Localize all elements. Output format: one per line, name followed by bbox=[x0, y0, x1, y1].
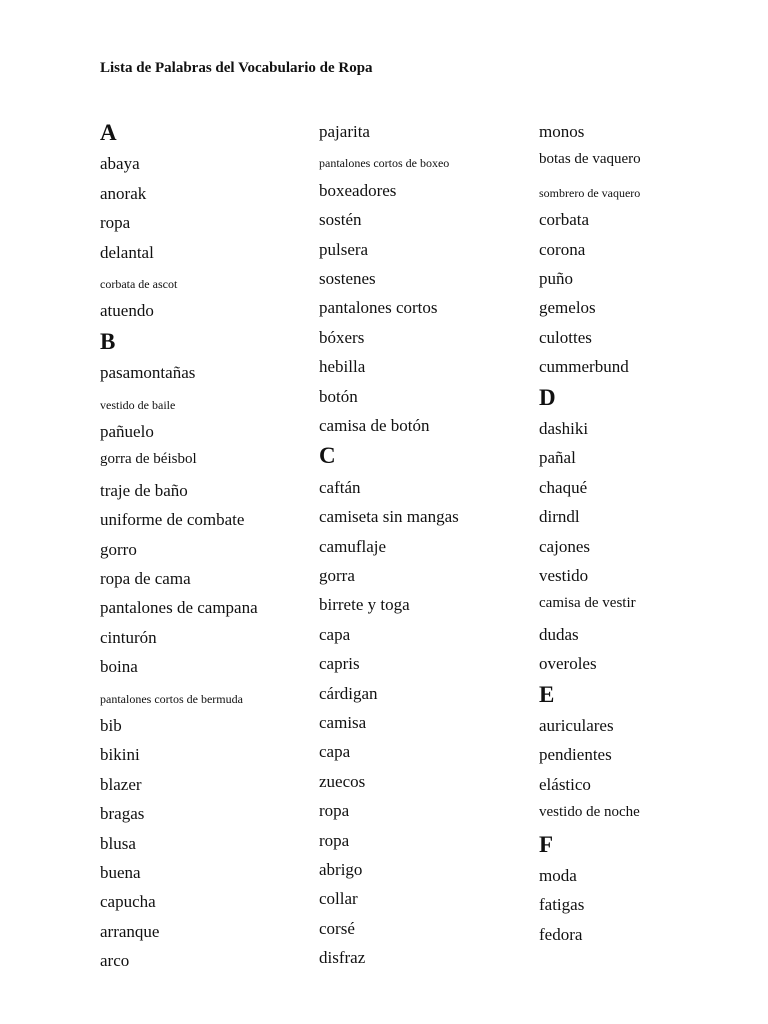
vocabulary-word: arranque bbox=[100, 921, 160, 941]
vocabulary-word: bib bbox=[100, 716, 122, 735]
vocabulary-word: blusa bbox=[100, 833, 136, 853]
vocabulary-word: botas de vaquero bbox=[539, 151, 641, 168]
vocabulary-word: ropa bbox=[100, 213, 131, 233]
vocabulary-word: anorak bbox=[100, 183, 147, 203]
vocabulary-word: pasamontañas bbox=[100, 363, 196, 383]
vocabulary-word: pulsera bbox=[319, 239, 369, 259]
vocabulary-word: gorra bbox=[319, 566, 355, 585]
vocabulary-word: pañuelo bbox=[100, 422, 154, 441]
vocabulary-word: disfraz bbox=[319, 948, 366, 968]
vocabulary-word: gorra de béisbol bbox=[100, 451, 197, 468]
vocabulary-word: elástico bbox=[539, 774, 591, 794]
word-column-2 bbox=[319, 0, 549, 1024]
vocabulary-word: cajones bbox=[539, 536, 590, 556]
vocabulary-word: corbata de ascot bbox=[100, 277, 178, 291]
vocabulary-word: auriculares bbox=[539, 716, 614, 735]
vocabulary-word: vestido bbox=[539, 566, 589, 585]
vocabulary-word: collar bbox=[319, 889, 358, 909]
vocabulary-word: pantalones cortos de boxeo bbox=[319, 156, 450, 171]
vocabulary-word: sostén bbox=[319, 210, 362, 230]
vocabulary-word: pantalones cortos bbox=[319, 298, 438, 318]
vocabulary-word: cinturón bbox=[100, 627, 157, 647]
vocabulary-word: puño bbox=[539, 269, 573, 288]
page-title: Lista de Palabras del Vocabulario de Ropa bbox=[100, 60, 373, 76]
section-letter-heading: F bbox=[539, 831, 554, 857]
vocabulary-word: pantalones cortos de bermuda bbox=[100, 691, 243, 706]
vocabulary-word: gemelos bbox=[539, 298, 596, 318]
vocabulary-word: camuflaje bbox=[319, 536, 387, 556]
section-letter-heading: B bbox=[100, 328, 116, 354]
vocabulary-word: cummerbund bbox=[539, 357, 629, 377]
vocabulary-word: cárdigan bbox=[319, 683, 378, 703]
section-letter-heading: C bbox=[319, 443, 336, 469]
vocabulary-word: blazer bbox=[100, 774, 142, 794]
vocabulary-word: botón bbox=[319, 386, 358, 406]
vocabulary-word: zuecos bbox=[319, 771, 366, 791]
vocabulary-word: pendientes bbox=[539, 745, 612, 765]
vocabulary-word: bikini bbox=[100, 745, 140, 765]
vocabulary-word: delantal bbox=[100, 242, 154, 262]
vocabulary-word: buena bbox=[100, 863, 141, 882]
vocabulary-word: culottes bbox=[539, 327, 592, 347]
vocabulary-word: caftán bbox=[319, 477, 361, 497]
vocabulary-word: abaya bbox=[100, 154, 140, 174]
section-letter-heading: E bbox=[539, 681, 555, 707]
vocabulary-word: camisa de botón bbox=[319, 416, 430, 435]
vocabulary-word: boxeadores bbox=[319, 180, 397, 200]
vocabulary-word: chaqué bbox=[539, 477, 588, 497]
vocabulary-word: capa bbox=[319, 742, 351, 762]
vocabulary-word: fedora bbox=[539, 924, 583, 944]
vocabulary-word: corsé bbox=[319, 918, 355, 938]
word-column-3 bbox=[539, 0, 768, 1024]
vocabulary-word: fatigas bbox=[539, 895, 585, 915]
word-column-1 bbox=[100, 0, 330, 1024]
vocabulary-word: gorro bbox=[100, 539, 137, 559]
vocabulary-word: capris bbox=[319, 654, 360, 674]
vocabulary-word: dudas bbox=[539, 624, 579, 644]
vocabulary-word: corbata bbox=[539, 210, 590, 230]
vocabulary-word: traje de baño bbox=[100, 480, 188, 500]
vocabulary-word: camisa bbox=[319, 713, 367, 732]
vocabulary-word: pañal bbox=[539, 448, 576, 468]
vocabulary-word: camisa de vestir bbox=[539, 595, 636, 612]
vocabulary-word: bóxers bbox=[319, 327, 365, 347]
vocabulary-word: boina bbox=[100, 657, 138, 677]
vocabulary-word: capucha bbox=[100, 892, 156, 912]
vocabulary-word: hebilla bbox=[319, 357, 366, 377]
vocabulary-word: birrete y toga bbox=[319, 595, 410, 615]
vocabulary-word: moda bbox=[539, 866, 577, 885]
vocabulary-word: capa bbox=[319, 624, 351, 644]
vocabulary-word: dirndl bbox=[539, 507, 580, 527]
section-letter-heading: A bbox=[100, 120, 117, 145]
vocabulary-word: abrigo bbox=[319, 860, 363, 879]
vocabulary-word: dashiki bbox=[539, 419, 589, 438]
vocabulary-word: ropa de cama bbox=[100, 569, 191, 588]
vocabulary-word: vestido de baile bbox=[100, 397, 176, 412]
vocabulary-word: atuendo bbox=[100, 301, 154, 321]
vocabulary-word: vestido de noche bbox=[539, 804, 640, 821]
vocabulary-word: overoles bbox=[539, 654, 597, 674]
vocabulary-word: monos bbox=[539, 122, 585, 141]
vocabulary-word: sostenes bbox=[319, 269, 376, 288]
vocabulary-word: corona bbox=[539, 239, 586, 259]
vocabulary-word: arco bbox=[100, 951, 130, 971]
vocabulary-word: pantalones de campana bbox=[100, 598, 258, 618]
vocabulary-word: ropa bbox=[319, 801, 350, 821]
section-letter-heading: D bbox=[539, 384, 556, 410]
vocabulary-word: sombrero de vaquero bbox=[539, 185, 641, 200]
vocabulary-word: ropa bbox=[319, 830, 350, 850]
vocabulary-word: camiseta sin mangas bbox=[319, 507, 459, 527]
vocabulary-word: uniforme de combate bbox=[100, 510, 245, 530]
vocabulary-word: bragas bbox=[100, 804, 145, 824]
vocabulary-word: pajarita bbox=[319, 122, 370, 141]
